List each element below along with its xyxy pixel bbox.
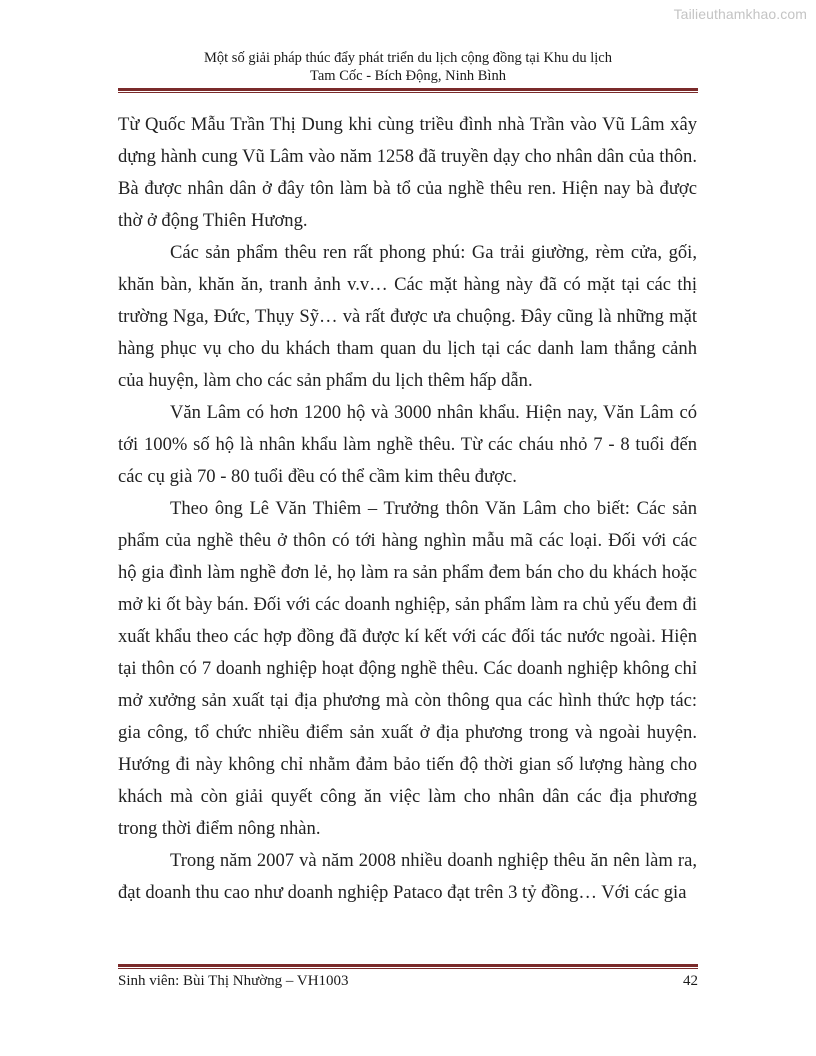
running-footer	[118, 972, 698, 990]
paragraph-4: Theo ông Lê Văn Thiêm – Trưởng thôn Văn Lâm cho biết: Các sản phẩm của nghề thêu ở thôn có tới hàng nghìn mẫu mã các loại. Đối với các hộ gia đình làm nghề đơn lẻ, họ làm ra sản phẩm đem bán cho du khách hoặc mở ki ốt bày bán. Đối với các doanh nghiệp, sản phẩm làm ra chủ yếu đem đi xuất khẩu theo các hợp đồng đã được kí kết với các đối tác nước ngoài. Hiện tại thôn có 7 doanh nghiệp hoạt động nghề thêu. Các doanh nghiệp không chỉ mở xưởng sản xuất tại địa phương mà còn thông qua các hình thức hợp tác: gia công, tổ chức nhiều điểm sản xuất ở địa phương trong và ngoài huyện. Hướng đi này không chỉ nhằm đảm bảo tiến độ thời gian số lượng hàng cho khách mà còn giải quyết công ăn việc làm cho nhân dân các địa phương trong thời điểm nông nhàn.	[118, 498, 697, 839]
body-text	[118, 109, 697, 909]
paragraph-5: Trong năm 2007 và năm 2008 nhiều doanh nghiệp thêu ăn nên làm ra, đạt doanh thu cao như doanh nghiệp Pataco đạt trên 3 tỷ đồng… Với các gia	[118, 850, 697, 903]
paragraph-1: Từ Quốc Mẫu Trần Thị Dung khi cùng triều đình nhà Trần vào Vũ Lâm xây dựng hành cung Vũ Lâm vào năm 1258 đã truyền dạy cho nhân dân của thôn. Bà được nhân dân ở đây tôn làm bà tổ của nghề thêu ren. Hiện nay bà được thờ ở động Thiên Hương.	[118, 114, 697, 231]
header-line-2: Tam Cốc - Bích Động, Ninh Bình	[310, 68, 506, 84]
footer-rule	[118, 964, 698, 969]
running-header	[118, 49, 698, 85]
paragraph-3: Văn Lâm có hơn 1200 hộ và 3000 nhân khẩu. Hiện nay, Văn Lâm có tới 100% số hộ là nhân khẩu làm nghề thêu. Từ các cháu nhỏ 7 - 8 tuổi đến các cụ già 70 - 80 tuổi đều có thể cầm kim thêu được.	[118, 402, 697, 487]
header-line-1: Một số giải pháp thúc đẩy phát triển du lịch cộng đồng tại Khu du lịch	[204, 50, 612, 66]
header-rule	[118, 88, 698, 93]
paragraph-2: Các sản phẩm thêu ren rất phong phú: Ga trải giường, rèm cửa, gối, khăn bàn, khăn ăn, tranh ảnh v.v… Các mặt hàng này đã có mặt tại các thị trường Nga, Đức, Thụy Sỹ… và rất được ưa chuộng. Đây cũng là những mặt hàng phục vụ cho du khách tham quan du lịch tại các danh lam thắng cảnh của huyện, làm cho các sản phẩm du lịch thêm hấp dẫn.	[118, 242, 697, 391]
watermark: Tailieuthamkhao.com	[673, 6, 807, 22]
footer-student: Sinh viên: Bùi Thị Nhường – VH1003	[118, 973, 349, 989]
page-number: 42	[683, 973, 698, 989]
